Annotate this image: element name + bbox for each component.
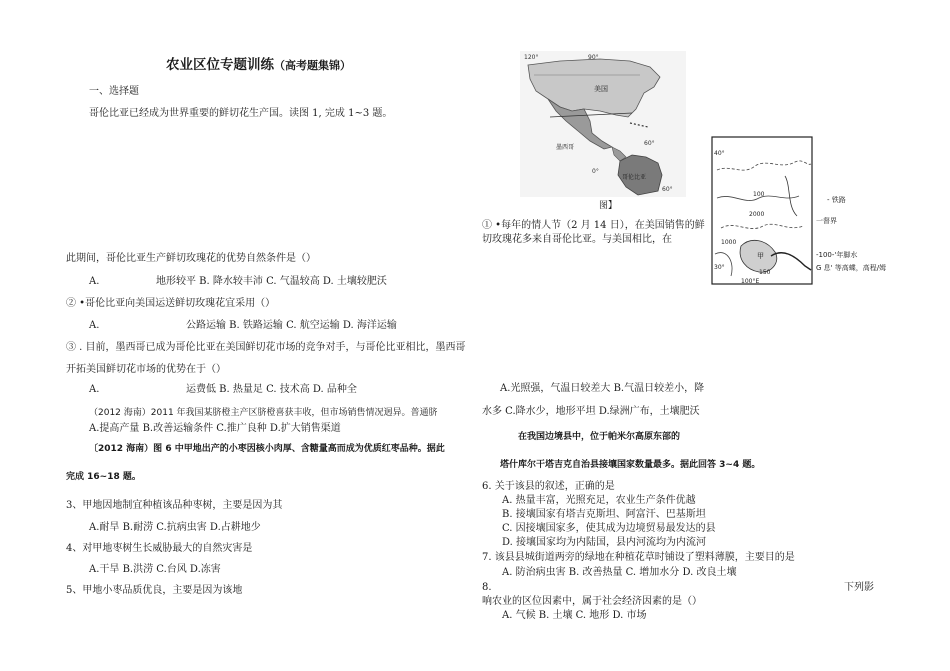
q7-stem: 7. 该县县城街道两旁的绿地在种植花草时铺设了塑料薄膜，主要目的是 <box>482 552 795 563</box>
legend-border: 一督界 <box>816 217 837 225</box>
valentine-text-line1: ① •每年的情人节（2 月 14 日），在美国销售的鲜 <box>482 220 705 231</box>
map2-jia: 甲 <box>757 252 764 260</box>
map2-contour-100: 100 <box>753 191 765 198</box>
q8-options: A. 气候 B. 土壤 C. 地形 D. 市场 <box>502 610 647 621</box>
q1-options: 地形较平 B. 降水较丰沛 C. 气温较高 D. 土壤较肥沃 <box>156 276 387 287</box>
map2-lat30: 30° <box>714 264 725 271</box>
hainan-jujube-range: 完成 16~18 题。 <box>66 472 141 482</box>
q7-options: A. 防治病虫害 B. 改善热量 C. 增加水分 D. 改良土壤 <box>502 567 737 578</box>
page-title-main: 农业区位专题训练 <box>166 57 274 73</box>
q2-options: 公路运输 B. 铁路运输 C. 航空运输 D. 海洋运输 <box>186 320 397 331</box>
q6-option-b: B. 接壤国家有塔吉克斯坦、阿富汗、巴基斯坦 <box>502 509 706 520</box>
q1-stem: 此期间，哥伦比亚生产鲜切玫瑰花的优势自然条件是（） <box>66 253 316 264</box>
legend-contour: G 息' 等高蝶，高程/姆 <box>816 264 887 272</box>
map1-equator: 0° <box>592 168 599 175</box>
q6-option-d: D. 接壤国家均为内陆国，县内河流均为内流河 <box>502 537 707 548</box>
q3-options: 运费低 B. 热量足 C. 技术高 D. 品种全 <box>186 384 357 395</box>
intro-text: 哥伦比亚已经成为世界重要的鲜切花生产国。读图 1, 完成 1~3 题。 <box>89 108 393 119</box>
map1-mexico: 墨西哥 <box>556 144 575 151</box>
map2-contour-2000: 2000 <box>749 211 765 218</box>
map1-lon1: 120° <box>524 54 539 61</box>
q8-number: 8. <box>482 582 492 593</box>
jujube-q5-stem: 5、甲地小枣品质优良，主要是因为该地 <box>66 585 243 596</box>
pamir-text-line1: 在我国边境县中，位于帕米尔高原东部的 <box>518 432 681 442</box>
jujube-q3-options: A.耐旱 B.耐涝 C.抗病虫害 D.占耕地少 <box>89 522 261 533</box>
q3-label: A. <box>89 384 100 395</box>
jujube-q5-options-a: A.光照强，气温日较差大 B.气温日较差小，降 <box>500 383 705 394</box>
page-title-sub: （高考题集锦） <box>274 59 351 72</box>
map1-lon2: 90° <box>588 54 599 61</box>
jujube-q4-stem: 4、对甲地枣树生长威胁最大的自然灾害是 <box>66 543 253 554</box>
q3-stem-line2: 开拓美国鲜切花市场的优势在于（） <box>66 364 226 375</box>
hainan-jujube-text: 〔2012 海南）图 6 中甲地出产的小枣因核小肉厚、含糖量高而成为优质红枣品种。据此 <box>89 444 445 454</box>
map1-usa: 美国 <box>594 85 608 93</box>
jujube-q5-options-b: 水多 C.降水少，地形平坦 D.绿洲广布，土壤肥沃 <box>482 406 700 417</box>
map2-contour-1000: 1000 <box>721 239 737 246</box>
map2-contour-150: 150 <box>759 269 771 276</box>
map-contour <box>711 136 813 285</box>
q2-label: A. <box>89 320 100 331</box>
q3-stem-line1: ③ . 目前，墨西哥已成为哥伦比亚在美国鲜切花市场的竞争对手，与哥伦比亚相比，墨西哥 <box>66 342 466 353</box>
legend-rainfall: -100-'年脚水 <box>816 251 858 259</box>
map1-caption: 图】 <box>599 201 618 211</box>
map1-colombia: 哥伦比亚 <box>622 174 647 181</box>
pamir-text-line2: 塔什库尔干塔吉克自治县接壤国家数量最多。据此回答 3~4 题。 <box>500 460 761 470</box>
section-heading: 一、选择题 <box>89 86 139 97</box>
q8-stem: 响农业的区位因素中，属于社会经济因素的是（） <box>482 596 702 607</box>
hainan-orange-options: A.提高产量 B.改善运输条件 C.推广良种 D.扩大销售渠道 <box>89 423 341 434</box>
map2-lon100: 100°E <box>741 278 760 285</box>
hainan-orange-text: （2012 海南）2011 年我国某脐橙主产区脐橙喜获丰收，但市场销售情况迥异。普通脐 <box>89 408 438 418</box>
jujube-q4-options: A.干旱 B.洪涝 C.台风 D.冻害 <box>89 564 221 575</box>
map1-lat: 60° <box>644 140 655 147</box>
jujube-q3-stem: 3、甲地因地制宜种植该品种枣树，主要是因为其 <box>66 500 283 511</box>
legend-railway: - 铁路 <box>827 196 846 204</box>
map-americas <box>520 51 686 197</box>
map2-lat40: 40° <box>714 150 725 157</box>
q6-option-a: A. 热量丰富，光照充足，农业生产条件优越 <box>502 495 696 506</box>
q6-stem: 6. 关于该县的叙述，正确的是 <box>482 481 615 492</box>
q2-stem: ② •哥伦比亚向美国运送鲜切玫瑰花宜采用（） <box>66 298 276 309</box>
q8-stem-tail: 下列影 <box>844 582 874 593</box>
q1-label: A. <box>89 276 100 287</box>
map1-lon3: 60° <box>662 186 673 193</box>
valentine-text-line2: 切玫瑰花多来自哥伦比亚。与美国相比，在 <box>482 234 672 245</box>
page-title <box>166 57 351 73</box>
q6-option-c: C. 因接壤国家多，使其成为边境贸易最发达的县 <box>502 523 716 534</box>
